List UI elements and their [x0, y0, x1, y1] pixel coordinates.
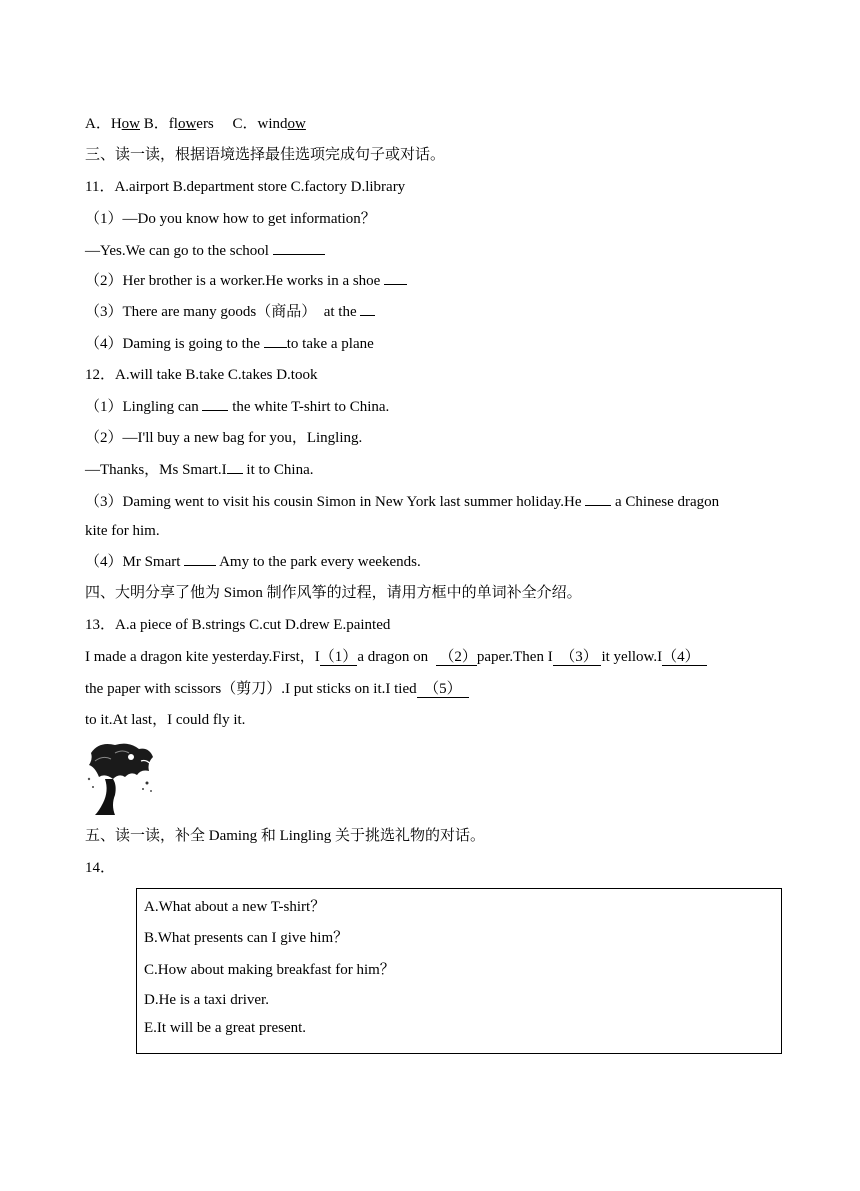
question-11-options: 11．A.airport B.department store C.factory D.library [85, 179, 406, 195]
question-10-options: A．How B．flowers C．window [85, 116, 306, 132]
q12-sentence-4: （4）Mr Smart Amy to the park every weekends. [85, 551, 421, 572]
answer-blank[interactable] [585, 491, 611, 506]
box-option-b: B.What presents can I give him？ [144, 930, 349, 946]
q12-sentence-1: （1）Lingling can the white T-shirt to China. [85, 396, 389, 417]
q12-sentence-2: （2）—I'll buy a new bag for you，Lingling. [85, 430, 363, 446]
answer-blank[interactable] [384, 270, 407, 285]
answer-blank[interactable] [264, 333, 287, 348]
q12-sentence-3-cont: kite for him. [85, 523, 160, 539]
box-option-d: D.He is a taxi driver. [144, 992, 269, 1008]
dialogue-options-box [136, 888, 782, 1054]
box-option-e: E.It will be a great present. [144, 1020, 307, 1036]
question-12-options: 12．A.will take B.take C.takes D.took [85, 367, 318, 383]
section-4-heading: 四、大明分享了他为 Simon 制作风筝的过程，请用方框中的单词补全介绍。 [85, 585, 582, 601]
q11-sentence-4: （4）Daming is going to the to take a plane [85, 333, 374, 354]
question-14-number: 14． [85, 860, 116, 876]
q11-sentence-1: （1）—Do you know how to get information？ [85, 211, 376, 227]
q13-passage-line-2: the paper with scissors（剪刀）.I put sticks on it.I tied （5） [85, 681, 470, 697]
question-13-options: 13．A.a piece of B.strings C.cut D.drew E.painted [85, 617, 391, 633]
q12-sentence-2-reply: —Thanks，Ms Smart.I it to China. [85, 459, 314, 480]
answer-blank-4[interactable]: （4） [662, 649, 708, 665]
q13-passage-line-1: I made a dragon kite yesterday.First，I（1）a dragon on （2）paper.Then I （3） it yellow.I（4） [85, 649, 708, 665]
section-3-heading: 三、读一读，根据语境选择最佳选项完成句子或对话。 [85, 147, 446, 163]
q13-passage-line-3: to it.At last，I could fly it. [85, 712, 246, 728]
q12-sentence-3: （3）Daming went to visit his cousin Simon in New York last summer holiday.He a Chinese dragon [85, 491, 719, 512]
answer-blank[interactable] [227, 459, 243, 474]
q11-sentence-3: （3）There are many goods（商品） at the [85, 301, 375, 322]
answer-blank-3[interactable]: （3） [552, 649, 602, 665]
answer-blank[interactable] [184, 551, 216, 566]
section-5-heading: 五、读一读，补全 Daming 和 Lingling 关于挑选礼物的对话。 [85, 828, 485, 844]
q11-sentence-1-reply: —Yes.We can go to the school [85, 240, 325, 261]
q11-sentence-2: （2）Her brother is a worker.He works in a shoe [85, 270, 407, 291]
dragon-kite-image [85, 739, 157, 815]
box-option-a: A.What about a new T-shirt？ [144, 899, 326, 915]
answer-blank[interactable] [360, 301, 375, 316]
answer-blank-5[interactable]: （5） [416, 681, 470, 697]
answer-blank[interactable] [202, 396, 228, 411]
box-option-c: C.How about making breakfast for him？ [144, 962, 395, 978]
answer-blank-2[interactable]: （2） [435, 649, 477, 665]
answer-blank[interactable] [273, 240, 325, 255]
answer-blank-1[interactable]: （1） [319, 649, 358, 665]
